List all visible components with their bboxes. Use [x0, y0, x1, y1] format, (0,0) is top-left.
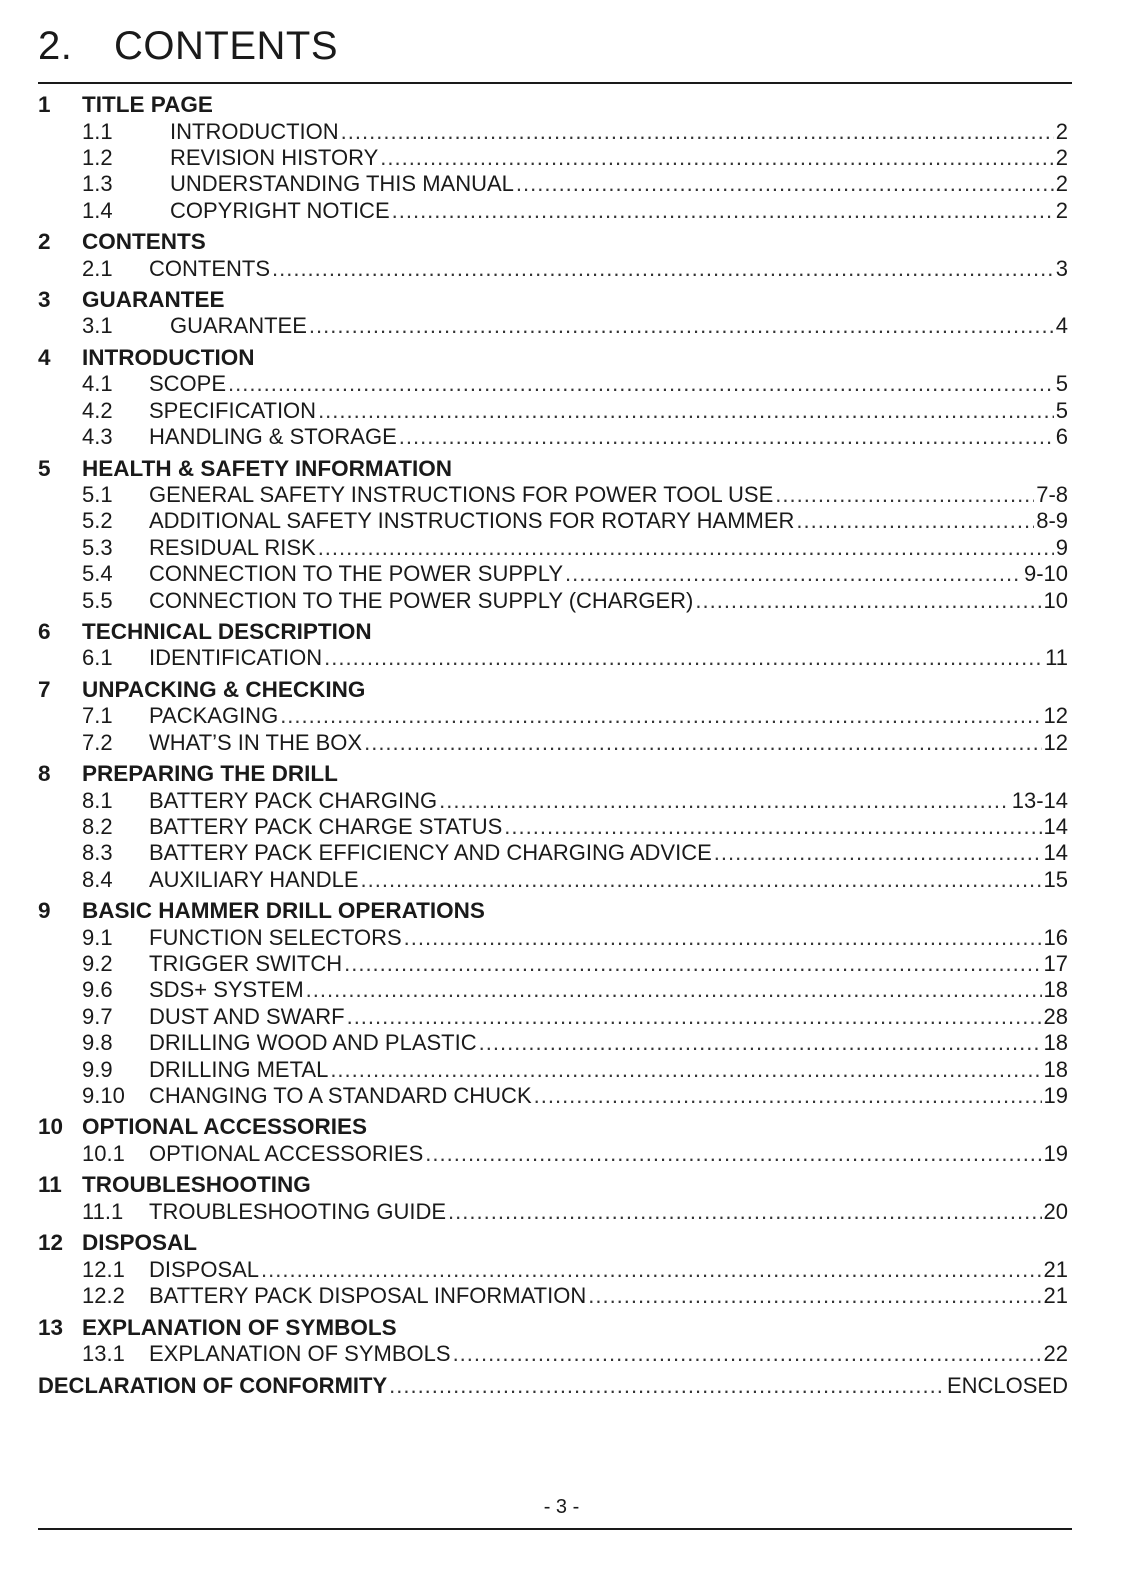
- toc-section-heading[interactable]: [38, 1230, 1068, 1257]
- section-number: 8: [38, 761, 51, 787]
- entry-number: 6.1: [82, 645, 113, 671]
- entry-number: 8.1: [82, 787, 113, 813]
- entry-title: INTRODUCTION: [170, 118, 339, 144]
- entry-title: REVISION HISTORY: [170, 144, 379, 170]
- entry-number: 13.1: [82, 1341, 125, 1366]
- entry-page: 18: [1043, 1056, 1068, 1082]
- section-title: TROUBLESHOOTING: [82, 1172, 311, 1198]
- dot-leader: [565, 561, 1022, 587]
- dot-leader: [280, 703, 1041, 729]
- dot-leader: [272, 256, 1054, 282]
- entry-number: 4.1: [82, 371, 113, 397]
- entry-number: 5.2: [82, 508, 113, 534]
- entry-number: 9.1: [82, 924, 113, 950]
- entry-number: 2.1: [82, 255, 113, 281]
- entry-title: FUNCTION SELECTORS: [149, 924, 402, 950]
- section-number: 12: [38, 1230, 64, 1256]
- bottom-divider: [38, 1528, 1072, 1530]
- entry-number: 9.7: [82, 1003, 113, 1029]
- section-title: HEALTH & SAFETY INFORMATION: [82, 455, 452, 481]
- section-number: 10: [38, 1114, 64, 1140]
- section-title: DISPOSAL: [82, 1230, 198, 1256]
- entry-title: DUST AND SWARF: [149, 1003, 345, 1029]
- entry-page: 12: [1043, 729, 1068, 755]
- entry-page: 20: [1043, 1198, 1068, 1224]
- entry-number: 3.1: [82, 313, 113, 339]
- toc-entry[interactable]: [38, 1283, 1068, 1309]
- toc-entry[interactable]: [38, 977, 1068, 1003]
- entry-page: 10: [1043, 587, 1068, 613]
- entry-title: DISPOSAL: [149, 1256, 260, 1282]
- entry-title: SCOPE: [149, 371, 227, 397]
- section-number: 5: [38, 455, 51, 481]
- page-title-text: CONTENTS: [114, 24, 338, 68]
- entry-page: 13-14: [1011, 787, 1068, 813]
- toc-entry[interactable]: [38, 256, 1068, 282]
- toc-entry[interactable]: [38, 1083, 1068, 1109]
- entry-page: 19: [1043, 1083, 1068, 1109]
- section-number: 4: [38, 344, 51, 370]
- section-title: TECHNICAL DESCRIPTION: [82, 618, 372, 644]
- dot-leader: [330, 1057, 1041, 1083]
- entry-page: 6: [1055, 424, 1068, 450]
- dot-leader: [344, 951, 1041, 977]
- toc-section-heading[interactable]: [38, 1172, 1068, 1199]
- entry-title: SPECIFICATION: [149, 397, 317, 423]
- toc-section-heading[interactable]: [38, 456, 1068, 483]
- toc-entry[interactable]: [38, 730, 1068, 756]
- entry-number: 12.2: [82, 1283, 125, 1309]
- toc-section-heading[interactable]: [38, 345, 1068, 372]
- entry-title: PACKAGING: [149, 703, 279, 729]
- dot-leader: [318, 398, 1054, 424]
- toc-entry[interactable]: [38, 508, 1068, 534]
- toc-entry[interactable]: [38, 561, 1068, 587]
- page-number: - 3 -: [543, 1496, 580, 1518]
- dot-leader: [479, 1030, 1042, 1056]
- entry-title: CONNECTION TO THE POWER SUPPLY (CHARGER): [149, 587, 694, 613]
- entry-title: BATTERY PACK CHARGING: [149, 787, 438, 813]
- page-title-number: 2.: [38, 24, 73, 68]
- toc-section-heading[interactable]: [38, 1315, 1068, 1342]
- entry-page: 8-9: [1036, 508, 1068, 534]
- toc-entry[interactable]: [38, 145, 1068, 171]
- dot-leader: [261, 1257, 1041, 1283]
- dot-leader: [588, 1283, 1041, 1309]
- entry-number: 8.3: [82, 840, 113, 866]
- entry-page: 2: [1055, 197, 1068, 223]
- toc-entry[interactable]: [38, 1004, 1068, 1030]
- entry-page: 4: [1055, 313, 1068, 339]
- toc-section-heading[interactable]: [38, 677, 1068, 704]
- entry-number: 12.1: [82, 1256, 125, 1282]
- section-number: 7: [38, 676, 51, 702]
- entry-title: CONTENTS: [149, 255, 270, 281]
- entry-title: CONNECTION TO THE POWER SUPPLY: [149, 561, 563, 587]
- dot-leader: [389, 1373, 945, 1399]
- toc-section-heading[interactable]: [38, 92, 1068, 119]
- section-number: 13: [38, 1314, 64, 1340]
- entry-title: SDS+ SYSTEM: [149, 977, 304, 1003]
- toc-entry[interactable]: [38, 371, 1068, 397]
- section-title: EXPLANATION OF SYMBOLS: [82, 1314, 397, 1340]
- entry-number: 8.4: [82, 866, 113, 892]
- entry-title: DRILLING METAL: [149, 1056, 329, 1082]
- entry-page: 12: [1043, 703, 1068, 729]
- toc-entry[interactable]: [38, 535, 1068, 561]
- toc-entry[interactable]: [38, 1141, 1068, 1167]
- dot-leader: [399, 424, 1054, 450]
- entry-page: 15: [1043, 866, 1068, 892]
- entry-title: EXPLANATION OF SYMBOLS: [149, 1341, 451, 1366]
- table-of-contents: [38, 92, 1068, 1401]
- toc-section-heading[interactable]: [38, 898, 1068, 925]
- entry-title: IDENTIFICATION: [149, 645, 323, 671]
- entry-title: GENERAL SAFETY INSTRUCTIONS FOR POWER TOOL USE: [149, 482, 774, 508]
- dot-leader: [516, 171, 1054, 197]
- entry-page: 3: [1055, 255, 1068, 281]
- entry-page: 14: [1043, 814, 1068, 840]
- entry-page: 2: [1055, 171, 1068, 197]
- entry-number: 8.2: [82, 814, 113, 840]
- entry-page: 14: [1043, 840, 1068, 866]
- entry-number: 10.1: [82, 1140, 125, 1166]
- section-title: TITLE PAGE: [82, 92, 213, 117]
- entry-number: 5.1: [82, 482, 113, 508]
- toc-entry[interactable]: [38, 1257, 1068, 1283]
- toc-entry[interactable]: [38, 171, 1068, 197]
- entry-page: 2: [1055, 118, 1068, 144]
- toc-entry[interactable]: [38, 814, 1068, 840]
- dot-leader: [504, 814, 1041, 840]
- toc-entry[interactable]: [38, 645, 1068, 671]
- section-title: GUARANTEE: [82, 286, 225, 312]
- section-number: 3: [38, 286, 51, 312]
- toc-entry[interactable]: [38, 951, 1068, 977]
- dot-leader: [775, 482, 1034, 508]
- toc-entry[interactable]: [38, 867, 1068, 893]
- toc-entry[interactable]: [38, 313, 1068, 339]
- entry-page: 9-10: [1023, 561, 1068, 587]
- entry-number: 9.10: [82, 1083, 125, 1109]
- dot-leader: [534, 1083, 1042, 1109]
- section-title: BASIC HAMMER DRILL OPERATIONS: [82, 898, 485, 924]
- declaration-title: DECLARATION OF CONFORMITY: [38, 1373, 388, 1399]
- dot-leader: [380, 145, 1054, 171]
- toc-entry[interactable]: [38, 119, 1068, 145]
- entry-title: OPTIONAL ACCESSORIES: [149, 1140, 424, 1166]
- toc-entry[interactable]: [38, 840, 1068, 866]
- entry-title: AUXILIARY HANDLE: [149, 866, 359, 892]
- toc-section-heading[interactable]: [38, 229, 1068, 256]
- entry-title: COPYRIGHT NOTICE: [170, 197, 390, 223]
- entry-number: 9.8: [82, 1030, 113, 1056]
- toc-section-heading[interactable]: [38, 287, 1068, 314]
- section-title: OPTIONAL ACCESSORIES: [82, 1114, 368, 1140]
- section-title: UNPACKING & CHECKING: [82, 676, 366, 702]
- entry-page: 18: [1043, 977, 1068, 1003]
- entry-page: 5: [1055, 397, 1068, 423]
- entry-number: 4.2: [82, 397, 113, 423]
- dot-leader: [361, 867, 1042, 893]
- entry-title: HANDLING & STORAGE: [149, 424, 397, 450]
- entry-number: 9.9: [82, 1056, 113, 1082]
- entry-title: GUARANTEE: [170, 313, 307, 339]
- dot-leader: [324, 645, 1043, 671]
- dot-leader: [318, 535, 1054, 561]
- entry-page: 21: [1043, 1256, 1068, 1282]
- dot-leader: [347, 1004, 1042, 1030]
- section-title: PREPARING THE DRILL: [82, 761, 338, 787]
- declaration-page: ENCLOSED: [946, 1373, 1068, 1399]
- entry-number: 11.1: [82, 1198, 124, 1224]
- toc-entry[interactable]: [38, 424, 1068, 450]
- toc-section-heading[interactable]: [38, 619, 1068, 646]
- toc-entry[interactable]: [38, 788, 1068, 814]
- dot-leader: [404, 925, 1042, 951]
- title-divider: [38, 82, 1072, 84]
- entry-number: 5.5: [82, 587, 113, 613]
- dot-leader: [392, 198, 1054, 224]
- entry-page: 18: [1043, 1030, 1068, 1056]
- entry-page: 11: [1045, 645, 1068, 671]
- entry-number: 1.4: [82, 197, 113, 223]
- dot-leader: [695, 588, 1041, 614]
- entry-title: DRILLING WOOD AND PLASTIC: [149, 1030, 477, 1056]
- section-title: CONTENTS: [82, 229, 206, 255]
- dot-leader: [306, 977, 1042, 1003]
- entry-page: 7-8: [1036, 482, 1068, 508]
- section-title: INTRODUCTION: [82, 344, 255, 370]
- entry-page: 2: [1055, 144, 1068, 170]
- page-title: [38, 24, 338, 69]
- toc-entry[interactable]: [38, 588, 1068, 614]
- dot-leader: [364, 730, 1041, 756]
- entry-number: 5.3: [82, 534, 113, 560]
- dot-leader: [448, 1199, 1041, 1225]
- section-number: 6: [38, 618, 51, 644]
- toc-entry[interactable]: [38, 703, 1068, 729]
- entry-page: 17: [1043, 951, 1068, 977]
- entry-page: 21: [1043, 1283, 1068, 1309]
- section-number: 2: [38, 229, 51, 255]
- dot-leader: [439, 788, 1010, 814]
- dot-leader: [453, 1341, 1042, 1367]
- entry-number: 4.3: [82, 424, 113, 450]
- toc-section-heading[interactable]: [38, 761, 1068, 788]
- toc-entry[interactable]: [38, 198, 1068, 224]
- entry-number: 9.2: [82, 951, 113, 977]
- entry-page: 9: [1055, 534, 1068, 560]
- dot-leader: [228, 371, 1054, 397]
- toc-entry[interactable]: [38, 482, 1068, 508]
- entry-title: UNDERSTANDING THIS MANUAL: [170, 171, 514, 197]
- entry-page: 28: [1043, 1003, 1068, 1029]
- toc-entry[interactable]: [38, 1057, 1068, 1083]
- entry-number: 5.4: [82, 561, 113, 587]
- toc-section-heading[interactable]: [38, 1114, 1068, 1141]
- entry-page: 5: [1055, 371, 1068, 397]
- dot-leader: [309, 313, 1054, 339]
- entry-number: 1.1: [82, 118, 113, 144]
- entry-number: 9.6: [82, 977, 113, 1003]
- dot-leader: [341, 119, 1054, 145]
- entry-page: 19: [1043, 1140, 1068, 1166]
- section-number: 1: [38, 92, 51, 117]
- dot-leader: [714, 840, 1042, 866]
- entry-number: 1.2: [82, 144, 113, 170]
- entry-title: BATTERY PACK EFFICIENCY AND CHARGING ADVICE: [149, 840, 712, 866]
- dot-leader: [796, 508, 1034, 534]
- section-number: 11: [38, 1172, 62, 1198]
- entry-title: CHANGING TO A STANDARD CHUCK: [149, 1083, 532, 1109]
- entry-page: 22: [1043, 1341, 1068, 1366]
- section-number: 9: [38, 898, 51, 924]
- toc-entry[interactable]: [38, 1341, 1068, 1367]
- entry-title: BATTERY PACK DISPOSAL INFORMATION: [149, 1283, 587, 1309]
- entry-number: 7.1: [82, 703, 113, 729]
- dot-leader: [425, 1141, 1041, 1167]
- entry-page: 16: [1043, 924, 1068, 950]
- toc-entry[interactable]: [38, 1030, 1068, 1056]
- entry-title: TRIGGER SWITCH: [149, 951, 343, 977]
- entry-title: WHAT’S IN THE BOX: [149, 729, 363, 755]
- entry-title: ADDITIONAL SAFETY INSTRUCTIONS FOR ROTARY HAMMER: [149, 508, 795, 534]
- entry-number: 1.3: [82, 171, 113, 197]
- entry-number: 7.2: [82, 729, 113, 755]
- entry-title: RESIDUAL RISK: [149, 534, 316, 560]
- toc-entry[interactable]: [38, 1199, 1068, 1225]
- declaration-entry[interactable]: [38, 1373, 1068, 1401]
- entry-title: TROUBLESHOOTING GUIDE: [149, 1198, 447, 1224]
- toc-entry[interactable]: [38, 925, 1068, 951]
- entry-title: BATTERY PACK CHARGE STATUS: [149, 814, 503, 840]
- toc-entry[interactable]: [38, 398, 1068, 424]
